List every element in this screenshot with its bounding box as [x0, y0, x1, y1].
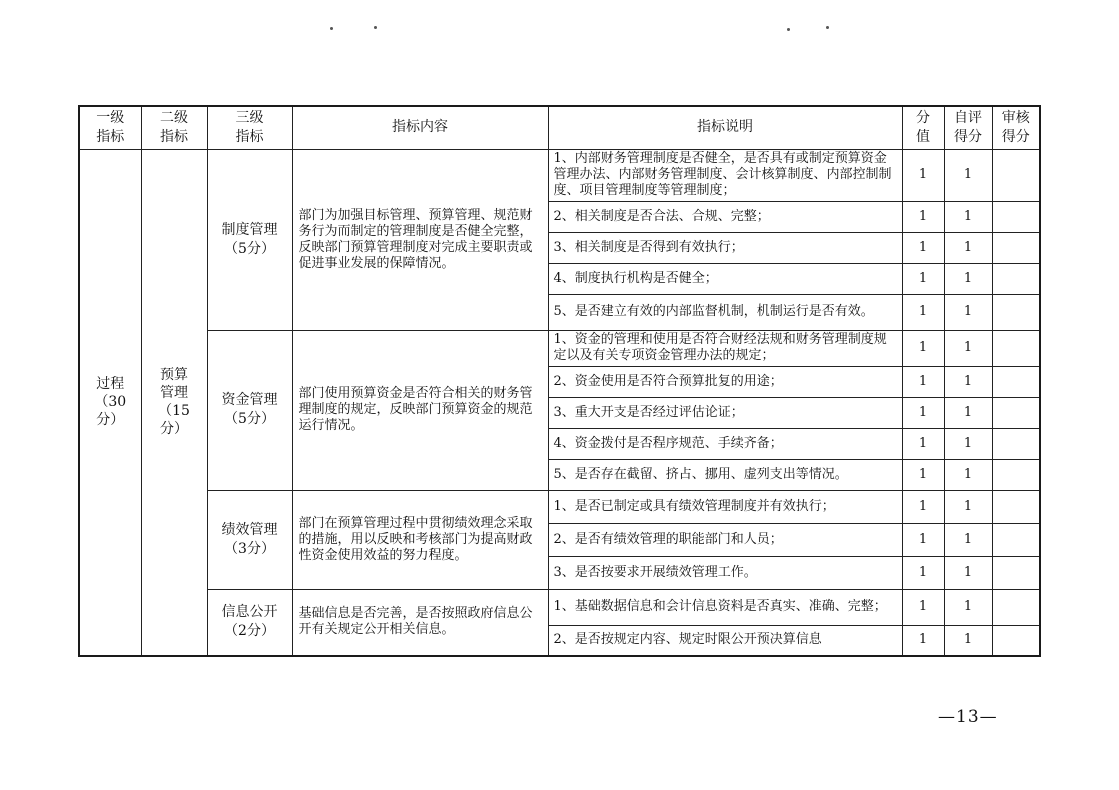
indicator-explanation: 5、是否建立有效的内部监督机制，机制运行是否有效。 — [548, 294, 902, 330]
review-score-cell — [992, 366, 1040, 397]
table-row — [79, 490, 1040, 523]
score-cell: 1 — [902, 589, 944, 625]
review-score-cell — [992, 397, 1040, 428]
review-score-cell — [992, 330, 1040, 366]
self-score-cell: 1 — [944, 459, 992, 490]
table-row — [79, 149, 1040, 201]
header-review-score: 审核 得分 — [992, 106, 1040, 149]
score-cell: 1 — [902, 428, 944, 459]
score-cell: 1 — [902, 556, 944, 589]
score-cell: 1 — [902, 459, 944, 490]
self-score-cell: 1 — [944, 397, 992, 428]
review-score-cell — [992, 589, 1040, 625]
review-score-cell — [992, 428, 1040, 459]
indicator-explanation: 5、是否存在截留、挤占、挪用、虚列支出等情况。 — [548, 459, 902, 490]
indicator-explanation: 2、是否按规定内容、规定时限公开预决算信息 — [548, 625, 902, 656]
self-score-cell: 1 — [944, 201, 992, 232]
level3-cell: 制度管理 （5分） — [207, 149, 292, 330]
indicator-content: 部门使用预算资金是否符合相关的财务管理制度的规定，反映部门预算资金的规范运行情况。 — [292, 330, 548, 490]
header-score: 分 值 — [902, 106, 944, 149]
self-score-cell: 1 — [944, 294, 992, 330]
self-score-cell: 1 — [944, 149, 992, 201]
indicator-content: 部门为加强目标管理、预算管理、规范财务行为而制定的管理制度是否健全完整，反映部门预算管理制度对完成主要职责或促进事业发展的保障情况。 — [292, 149, 548, 330]
indicator-explanation: 2、相关制度是否合法、合规、完整； — [548, 201, 902, 232]
indicator-content: 基础信息是否完善，是否按照政府信息公开有关规定公开相关信息。 — [292, 589, 548, 656]
score-cell: 1 — [902, 232, 944, 263]
self-score-cell: 1 — [944, 330, 992, 366]
header-explanation: 指标说明 — [548, 106, 902, 149]
level3-cell: 信息公开 （2分） — [207, 589, 292, 656]
indicator-explanation: 3、相关制度是否得到有效执行； — [548, 232, 902, 263]
score-cell: 1 — [902, 366, 944, 397]
indicator-explanation: 1、资金的管理和使用是否符合财经法规和财务管理制度规定以及有关专项资金管理办法的规定； — [548, 330, 902, 366]
evaluation-table — [78, 105, 1041, 657]
indicator-content: 部门在预算管理过程中贯彻绩效理念采取的措施，用以反映和考核部门为提高财政性资金使用效益的努力程度。 — [292, 490, 548, 589]
review-score-cell — [992, 294, 1040, 330]
self-score-cell: 1 — [944, 263, 992, 294]
self-score-cell: 1 — [944, 428, 992, 459]
review-score-cell — [992, 232, 1040, 263]
indicator-explanation: 4、资金拨付是否程序规范、手续齐备； — [548, 428, 902, 459]
header-content: 指标内容 — [292, 106, 548, 149]
review-score-cell — [992, 149, 1040, 201]
review-score-cell — [992, 201, 1040, 232]
self-score-cell: 1 — [944, 556, 992, 589]
score-cell: 1 — [902, 263, 944, 294]
level3-cell: 绩效管理 （3分） — [207, 490, 292, 589]
indicator-explanation: 1、内部财务管理制度是否健全，是否具有或制定预算资金管理办法、内部财务管理制度、会计核算制度、内部控制制度、项目管理制度等管理制度； — [548, 149, 902, 201]
review-score-cell — [992, 523, 1040, 556]
score-cell: 1 — [902, 523, 944, 556]
table-row — [79, 589, 1040, 625]
score-cell: 1 — [902, 625, 944, 656]
header-level3: 三级 指标 — [207, 106, 292, 149]
level3-cell: 资金管理 （5分） — [207, 330, 292, 490]
score-cell: 1 — [902, 490, 944, 523]
review-score-cell — [992, 556, 1040, 589]
page-number: —13— — [938, 707, 998, 727]
header-level2: 二级 指标 — [141, 106, 207, 149]
self-score-cell: 1 — [944, 490, 992, 523]
header-self-score: 自评 得分 — [944, 106, 992, 149]
self-score-cell: 1 — [944, 523, 992, 556]
indicator-explanation: 3、是否按要求开展绩效管理工作。 — [548, 556, 902, 589]
score-cell: 1 — [902, 397, 944, 428]
indicator-explanation: 3、重大开支是否经过评估论证； — [548, 397, 902, 428]
level2-cell: 预算 管理 （15 分） — [141, 149, 207, 656]
level1-cell: 过程 （30 分） — [79, 149, 141, 656]
table-row — [79, 330, 1040, 366]
indicator-explanation: 2、是否有绩效管理的职能部门和人员； — [548, 523, 902, 556]
review-score-cell — [992, 459, 1040, 490]
header-level1: 一级 指标 — [79, 106, 141, 149]
table-header — [79, 106, 1040, 149]
score-cell: 1 — [902, 294, 944, 330]
score-cell: 1 — [902, 149, 944, 201]
self-score-cell: 1 — [944, 232, 992, 263]
indicator-explanation: 1、基础数据信息和会计信息资料是否真实、准确、完整； — [548, 589, 902, 625]
self-score-cell: 1 — [944, 625, 992, 656]
self-score-cell: 1 — [944, 366, 992, 397]
indicator-explanation: 1、是否已制定或具有绩效管理制度并有效执行； — [548, 490, 902, 523]
table-body — [79, 149, 1040, 656]
self-score-cell: 1 — [944, 589, 992, 625]
indicator-explanation: 4、制度执行机构是否健全； — [548, 263, 902, 294]
indicator-explanation: 2、资金使用是否符合预算批复的用途； — [548, 366, 902, 397]
review-score-cell — [992, 490, 1040, 523]
review-score-cell — [992, 263, 1040, 294]
score-cell: 1 — [902, 330, 944, 366]
score-cell: 1 — [902, 201, 944, 232]
review-score-cell — [992, 625, 1040, 656]
